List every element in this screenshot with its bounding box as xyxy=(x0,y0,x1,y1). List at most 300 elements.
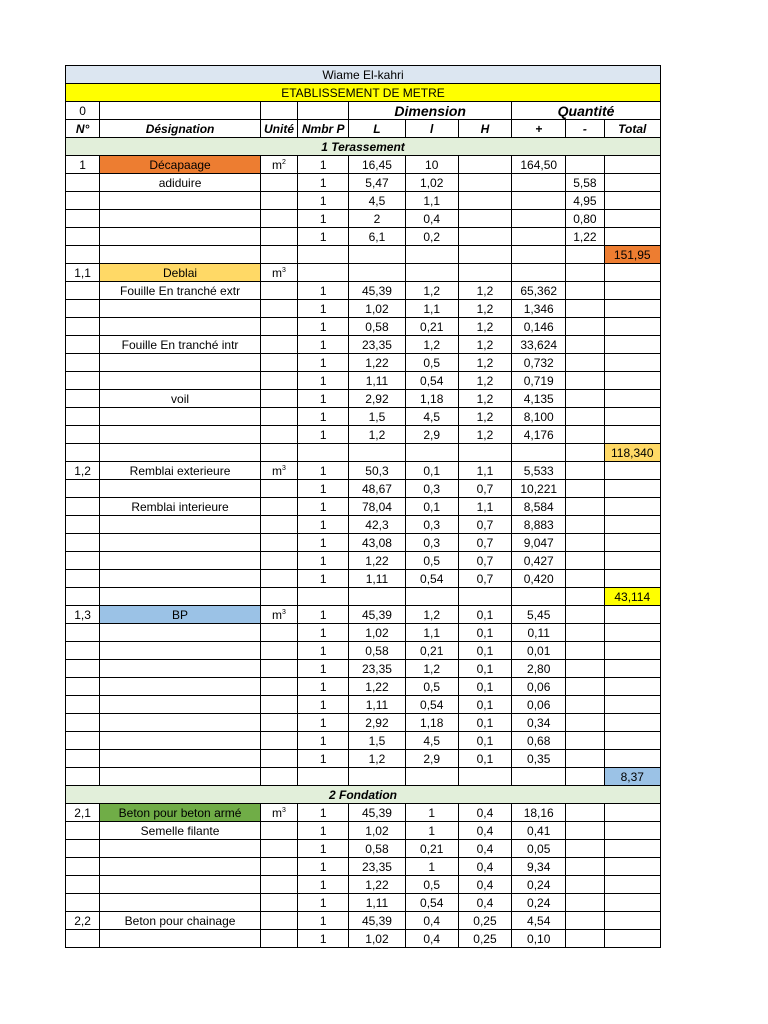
cell-plus[interactable]: 33,624 xyxy=(512,336,566,354)
cell-H[interactable]: 0,1 xyxy=(458,642,511,660)
cell-l[interactable]: 1,02 xyxy=(405,174,458,192)
cell-L[interactable]: 2,92 xyxy=(349,714,405,732)
cell-L[interactable] xyxy=(349,588,405,606)
cell-minus[interactable] xyxy=(566,912,604,930)
cell-l[interactable] xyxy=(405,444,458,462)
cell-unite[interactable] xyxy=(260,264,297,282)
cell-H[interactable]: 0,4 xyxy=(458,822,511,840)
cell-total[interactable] xyxy=(604,606,660,624)
cell-n[interactable] xyxy=(66,588,100,606)
cell-L[interactable] xyxy=(349,444,405,462)
cell-L[interactable]: 50,3 xyxy=(349,462,405,480)
cell-l[interactable]: 0,21 xyxy=(405,642,458,660)
cell-H[interactable]: 0,1 xyxy=(458,714,511,732)
cell-l[interactable]: 1,2 xyxy=(405,282,458,300)
cell-plus[interactable]: 8,883 xyxy=(512,516,566,534)
cell-L[interactable]: 6,1 xyxy=(349,228,405,246)
cell-minus[interactable] xyxy=(566,462,604,480)
cell-H[interactable]: 1,2 xyxy=(458,390,511,408)
cell-n[interactable]: 1 xyxy=(66,156,100,174)
cell-n[interactable] xyxy=(66,894,100,912)
cell-plus[interactable]: 164,50 xyxy=(512,156,566,174)
cell-unite[interactable] xyxy=(260,408,297,426)
cell-total[interactable]: 118,340 xyxy=(604,444,660,462)
cell-plus[interactable]: 1,346 xyxy=(512,300,566,318)
cell-minus[interactable] xyxy=(566,642,604,660)
cell-n[interactable] xyxy=(66,570,100,588)
cell-unite[interactable] xyxy=(260,228,297,246)
cell-H[interactable]: 0,1 xyxy=(458,696,511,714)
cell-total[interactable] xyxy=(604,516,660,534)
cell-H[interactable] xyxy=(458,156,511,174)
cell-unite[interactable] xyxy=(260,246,297,264)
cell-l[interactable]: 0,1 xyxy=(405,462,458,480)
cell-designation[interactable] xyxy=(100,588,261,606)
cell-H[interactable]: 0,1 xyxy=(458,606,511,624)
owner-name[interactable]: Wiame El-kahri xyxy=(66,66,661,84)
cell-n[interactable] xyxy=(66,930,100,948)
cell-plus[interactable]: 18,16 xyxy=(512,804,566,822)
cell-H[interactable]: 1,1 xyxy=(458,462,511,480)
cell-nmbr[interactable]: 1 xyxy=(298,804,349,822)
cell-l[interactable]: 4,5 xyxy=(405,408,458,426)
cell-designation[interactable] xyxy=(100,624,261,642)
cell-total[interactable] xyxy=(604,678,660,696)
cell-l[interactable] xyxy=(405,768,458,786)
cell-l[interactable]: 0,5 xyxy=(405,354,458,372)
cell-plus[interactable]: 0,719 xyxy=(512,372,566,390)
col-header-total[interactable]: Total xyxy=(604,120,660,138)
cell-H[interactable] xyxy=(458,264,511,282)
cell-L[interactable]: 16,45 xyxy=(349,156,405,174)
cell-nmbr[interactable]: 1 xyxy=(298,408,349,426)
cell-minus[interactable] xyxy=(566,732,604,750)
cell-nmbr[interactable]: 1 xyxy=(298,228,349,246)
cell-unite[interactable] xyxy=(260,210,297,228)
cell-total[interactable]: 43,114 xyxy=(604,588,660,606)
cell-total[interactable] xyxy=(604,930,660,948)
cell-designation[interactable] xyxy=(100,516,261,534)
cell-L[interactable]: 45,39 xyxy=(349,912,405,930)
cell-nmbr[interactable]: 1 xyxy=(298,336,349,354)
cell-unite[interactable] xyxy=(260,156,297,174)
cell-L[interactable]: 1,22 xyxy=(349,354,405,372)
cell-total[interactable] xyxy=(604,804,660,822)
cell-unite[interactable] xyxy=(260,696,297,714)
cell-minus[interactable] xyxy=(566,552,604,570)
cell-l[interactable]: 0,54 xyxy=(405,372,458,390)
cell-designation[interactable]: Semelle filante xyxy=(100,822,261,840)
cell-minus[interactable] xyxy=(566,876,604,894)
cell-n[interactable] xyxy=(66,498,100,516)
sheet-title[interactable]: ETABLISSEMENT DE METRE xyxy=(66,84,661,102)
cell-total[interactable] xyxy=(604,894,660,912)
cell-total[interactable] xyxy=(604,390,660,408)
cell-n[interactable] xyxy=(66,642,100,660)
cell-plus[interactable]: 9,34 xyxy=(512,858,566,876)
cell-unite[interactable] xyxy=(260,516,297,534)
cell-H[interactable]: 0,1 xyxy=(458,624,511,642)
cell-minus[interactable] xyxy=(566,750,604,768)
cell-nmbr[interactable]: 1 xyxy=(298,372,349,390)
cell-designation[interactable]: adiduire xyxy=(100,174,261,192)
cell-minus[interactable] xyxy=(566,894,604,912)
cell-l[interactable] xyxy=(405,246,458,264)
cell-l[interactable]: 0,1 xyxy=(405,498,458,516)
cell-l[interactable]: 0,3 xyxy=(405,516,458,534)
cell-minus[interactable]: 5,58 xyxy=(566,174,604,192)
cell-plus[interactable]: 0,420 xyxy=(512,570,566,588)
cell-plus[interactable]: 9,047 xyxy=(512,534,566,552)
cell-minus[interactable] xyxy=(566,264,604,282)
cell-designation[interactable] xyxy=(100,714,261,732)
cell-L[interactable]: 1,22 xyxy=(349,678,405,696)
cell-l[interactable]: 0,2 xyxy=(405,228,458,246)
cell-L[interactable]: 45,39 xyxy=(349,804,405,822)
cell-H[interactable]: 1,2 xyxy=(458,354,511,372)
cell-L[interactable]: 23,35 xyxy=(349,858,405,876)
cell-l[interactable]: 0,54 xyxy=(405,894,458,912)
cell-nmbr[interactable]: 1 xyxy=(298,192,349,210)
cell-plus[interactable]: 8,100 xyxy=(512,408,566,426)
cell-L[interactable] xyxy=(349,246,405,264)
cell-minus[interactable] xyxy=(566,534,604,552)
cell-unite[interactable] xyxy=(260,642,297,660)
cell-plus[interactable]: 10,221 xyxy=(512,480,566,498)
cell-nmbr[interactable]: 1 xyxy=(298,480,349,498)
cell-plus[interactable]: 2,80 xyxy=(512,660,566,678)
cell-designation[interactable] xyxy=(100,930,261,948)
cell-l[interactable]: 0,5 xyxy=(405,876,458,894)
cell-H[interactable]: 1,1 xyxy=(458,498,511,516)
cell-n[interactable] xyxy=(66,534,100,552)
cell-l[interactable]: 0,5 xyxy=(405,552,458,570)
cell-n[interactable] xyxy=(66,624,100,642)
cell-l[interactable]: 1 xyxy=(405,858,458,876)
cell-H[interactable]: 0,4 xyxy=(458,804,511,822)
cell-total[interactable] xyxy=(604,534,660,552)
cell-H[interactable] xyxy=(458,210,511,228)
cell-unite[interactable] xyxy=(260,768,297,786)
cell-l[interactable]: 0,54 xyxy=(405,696,458,714)
cell-nmbr[interactable] xyxy=(298,768,349,786)
cell-plus[interactable]: 0,01 xyxy=(512,642,566,660)
cell-H[interactable] xyxy=(458,246,511,264)
cell-H[interactable]: 0,4 xyxy=(458,876,511,894)
cell-H[interactable]: 1,2 xyxy=(458,372,511,390)
header-empty-cell[interactable] xyxy=(260,102,297,120)
cell-plus[interactable]: 4,135 xyxy=(512,390,566,408)
cell-nmbr[interactable]: 1 xyxy=(298,912,349,930)
cell-nmbr[interactable]: 1 xyxy=(298,300,349,318)
cell-L[interactable]: 1,02 xyxy=(349,300,405,318)
cell-plus[interactable]: 0,05 xyxy=(512,840,566,858)
cell-minus[interactable]: 4,95 xyxy=(566,192,604,210)
cell-total[interactable] xyxy=(604,858,660,876)
cell-total[interactable] xyxy=(604,876,660,894)
cell-n[interactable] xyxy=(66,246,100,264)
cell-L[interactable]: 1,11 xyxy=(349,570,405,588)
cell-designation[interactable] xyxy=(100,300,261,318)
cell-designation[interactable] xyxy=(100,210,261,228)
cell-minus[interactable] xyxy=(566,678,604,696)
cell-plus[interactable] xyxy=(512,588,566,606)
quantite-header[interactable]: Quantité xyxy=(512,102,661,120)
cell-plus[interactable]: 0,24 xyxy=(512,894,566,912)
cell-unite[interactable] xyxy=(260,858,297,876)
cell-nmbr[interactable]: 1 xyxy=(298,534,349,552)
cell-plus[interactable]: 4,54 xyxy=(512,912,566,930)
cell-plus[interactable]: 0,10 xyxy=(512,930,566,948)
cell-nmbr[interactable]: 1 xyxy=(298,498,349,516)
cell-unite[interactable] xyxy=(260,534,297,552)
cell-H[interactable] xyxy=(458,174,511,192)
cell-designation[interactable] xyxy=(100,642,261,660)
cell-plus[interactable] xyxy=(512,264,566,282)
cell-total[interactable] xyxy=(604,210,660,228)
cell-H[interactable]: 0,7 xyxy=(458,552,511,570)
header-empty-cell[interactable] xyxy=(100,102,261,120)
cell-minus[interactable] xyxy=(566,390,604,408)
cell-total[interactable] xyxy=(604,624,660,642)
cell-plus[interactable] xyxy=(512,210,566,228)
cell-n[interactable] xyxy=(66,732,100,750)
cell-l[interactable]: 1 xyxy=(405,822,458,840)
col-header-nmbr[interactable]: Nmbr P xyxy=(298,120,349,138)
cell-L[interactable]: 4,5 xyxy=(349,192,405,210)
cell-l[interactable]: 1 xyxy=(405,804,458,822)
cell-unite[interactable] xyxy=(260,714,297,732)
cell-unite[interactable] xyxy=(260,660,297,678)
cell-l[interactable]: 1,2 xyxy=(405,606,458,624)
cell-n[interactable] xyxy=(66,192,100,210)
cell-plus[interactable] xyxy=(512,246,566,264)
cell-n[interactable] xyxy=(66,480,100,498)
cell-plus[interactable]: 0,06 xyxy=(512,678,566,696)
cell-n[interactable] xyxy=(66,372,100,390)
cell-n[interactable] xyxy=(66,696,100,714)
cell-L[interactable]: 1,5 xyxy=(349,732,405,750)
cell-l[interactable]: 1,1 xyxy=(405,624,458,642)
cell-minus[interactable] xyxy=(566,426,604,444)
cell-n[interactable] xyxy=(66,336,100,354)
cell-total[interactable] xyxy=(604,336,660,354)
cell-n[interactable] xyxy=(66,858,100,876)
cell-designation[interactable] xyxy=(100,750,261,768)
cell-minus[interactable] xyxy=(566,804,604,822)
cell-l[interactable]: 1,1 xyxy=(405,300,458,318)
cell-n[interactable] xyxy=(66,174,100,192)
cell-total[interactable] xyxy=(604,642,660,660)
cell-n[interactable] xyxy=(66,444,100,462)
cell-l[interactable]: 2,9 xyxy=(405,426,458,444)
cell-minus[interactable] xyxy=(566,570,604,588)
cell-unite[interactable] xyxy=(260,498,297,516)
cell-minus[interactable] xyxy=(566,444,604,462)
cell-unite[interactable] xyxy=(260,588,297,606)
cell-total[interactable] xyxy=(604,660,660,678)
cell-minus[interactable] xyxy=(566,660,604,678)
cell-n[interactable] xyxy=(66,660,100,678)
cell-H[interactable]: 1,2 xyxy=(458,300,511,318)
cell-l[interactable]: 0,4 xyxy=(405,210,458,228)
cell-nmbr[interactable]: 1 xyxy=(298,606,349,624)
cell-L[interactable]: 23,35 xyxy=(349,660,405,678)
cell-nmbr[interactable]: 1 xyxy=(298,840,349,858)
cell-minus[interactable] xyxy=(566,516,604,534)
cell-n[interactable] xyxy=(66,516,100,534)
cell-l[interactable]: 0,5 xyxy=(405,678,458,696)
cell-L[interactable]: 45,39 xyxy=(349,282,405,300)
cell-L[interactable]: 45,39 xyxy=(349,606,405,624)
cell-designation[interactable] xyxy=(100,858,261,876)
col-header-l[interactable]: l xyxy=(405,120,458,138)
cell-l[interactable]: 4,5 xyxy=(405,732,458,750)
cell-unite[interactable] xyxy=(260,300,297,318)
cell-minus[interactable] xyxy=(566,858,604,876)
cell-H[interactable]: 0,25 xyxy=(458,912,511,930)
cell-n[interactable]: 2,1 xyxy=(66,804,100,822)
header-empty-cell[interactable] xyxy=(298,102,349,120)
cell-designation[interactable] xyxy=(100,246,261,264)
cell-L[interactable]: 2 xyxy=(349,210,405,228)
cell-total[interactable] xyxy=(604,552,660,570)
dimension-header[interactable]: Dimension xyxy=(349,102,512,120)
cell-designation[interactable] xyxy=(100,480,261,498)
cell-designation[interactable] xyxy=(100,318,261,336)
cell-H[interactable]: 0,4 xyxy=(458,840,511,858)
cell-minus[interactable] xyxy=(566,696,604,714)
cell-nmbr[interactable]: 1 xyxy=(298,390,349,408)
cell-total[interactable] xyxy=(604,480,660,498)
cell-designation[interactable] xyxy=(100,570,261,588)
cell-n[interactable] xyxy=(66,354,100,372)
cell-minus[interactable] xyxy=(566,408,604,426)
cell-H[interactable]: 0,7 xyxy=(458,480,511,498)
cell-nmbr[interactable] xyxy=(298,246,349,264)
cell-H[interactable]: 1,2 xyxy=(458,426,511,444)
cell-unite[interactable] xyxy=(260,480,297,498)
cell-total[interactable] xyxy=(604,912,660,930)
cell-unite[interactable] xyxy=(260,174,297,192)
cell-L[interactable]: 1,11 xyxy=(349,696,405,714)
cell-n[interactable] xyxy=(66,768,100,786)
cell-total[interactable]: 8,37 xyxy=(604,768,660,786)
cell-H[interactable]: 0,7 xyxy=(458,516,511,534)
cell-nmbr[interactable]: 1 xyxy=(298,642,349,660)
cell-L[interactable]: 1,2 xyxy=(349,426,405,444)
cell-unite[interactable] xyxy=(260,552,297,570)
cell-minus[interactable] xyxy=(566,282,604,300)
cell-nmbr[interactable]: 1 xyxy=(298,516,349,534)
cell-minus[interactable] xyxy=(566,840,604,858)
cell-nmbr[interactable]: 1 xyxy=(298,354,349,372)
cell-minus[interactable] xyxy=(566,246,604,264)
cell-l[interactable]: 0,3 xyxy=(405,534,458,552)
cell-designation[interactable] xyxy=(100,372,261,390)
cell-l[interactable]: 2,9 xyxy=(405,750,458,768)
cell-H[interactable]: 0,7 xyxy=(458,534,511,552)
cell-unite[interactable] xyxy=(260,624,297,642)
cell-designation[interactable] xyxy=(100,426,261,444)
cell-H[interactable]: 0,1 xyxy=(458,678,511,696)
cell-minus[interactable] xyxy=(566,714,604,732)
cell-L[interactable]: 1,2 xyxy=(349,750,405,768)
cell-nmbr[interactable]: 1 xyxy=(298,858,349,876)
cell-H[interactable]: 0,4 xyxy=(458,894,511,912)
cell-nmbr[interactable]: 1 xyxy=(298,570,349,588)
cell-total[interactable] xyxy=(604,372,660,390)
cell-designation[interactable]: Beton pour chainage xyxy=(100,912,261,930)
col-header-minus[interactable]: - xyxy=(566,120,604,138)
cell-n[interactable] xyxy=(66,390,100,408)
cell-plus[interactable]: 0,06 xyxy=(512,696,566,714)
cell-n[interactable] xyxy=(66,408,100,426)
cell-total[interactable] xyxy=(604,156,660,174)
cell-n[interactable] xyxy=(66,840,100,858)
cell-H[interactable]: 1,2 xyxy=(458,282,511,300)
cell-minus[interactable] xyxy=(566,822,604,840)
cell-plus[interactable]: 65,362 xyxy=(512,282,566,300)
cell-designation[interactable]: Décapaage xyxy=(100,156,261,174)
cell-nmbr[interactable]: 1 xyxy=(298,156,349,174)
cell-designation[interactable]: Remblai exterieure xyxy=(100,462,261,480)
cell-nmbr[interactable]: 1 xyxy=(298,282,349,300)
cell-l[interactable]: 1,2 xyxy=(405,336,458,354)
cell-unite[interactable] xyxy=(260,678,297,696)
cell-H[interactable] xyxy=(458,588,511,606)
cell-designation[interactable] xyxy=(100,696,261,714)
cell-total[interactable] xyxy=(604,750,660,768)
cell-plus[interactable]: 0,34 xyxy=(512,714,566,732)
cell-nmbr[interactable]: 1 xyxy=(298,678,349,696)
cell-L[interactable]: 1,11 xyxy=(349,372,405,390)
cell-L[interactable]: 1,5 xyxy=(349,408,405,426)
cell-nmbr[interactable] xyxy=(298,264,349,282)
cell-L[interactable]: 1,02 xyxy=(349,930,405,948)
cell-minus[interactable] xyxy=(566,156,604,174)
cell-H[interactable]: 0,4 xyxy=(458,858,511,876)
cell-nmbr[interactable]: 1 xyxy=(298,210,349,228)
cell-H[interactable] xyxy=(458,444,511,462)
cell-designation[interactable]: Deblai xyxy=(100,264,261,282)
cell-l[interactable]: 1,18 xyxy=(405,714,458,732)
col-header-n[interactable]: N° xyxy=(66,120,100,138)
cell-H[interactable]: 0,7 xyxy=(458,570,511,588)
cell-L[interactable]: 0,58 xyxy=(349,318,405,336)
cell-unite[interactable] xyxy=(260,318,297,336)
cell-l[interactable]: 0,4 xyxy=(405,912,458,930)
cell-plus[interactable]: 8,584 xyxy=(512,498,566,516)
cell-total[interactable] xyxy=(604,714,660,732)
cell-nmbr[interactable]: 1 xyxy=(298,894,349,912)
cell-nmbr[interactable]: 1 xyxy=(298,930,349,948)
cell-total[interactable] xyxy=(604,408,660,426)
cell-total[interactable] xyxy=(604,462,660,480)
cell-plus[interactable]: 4,176 xyxy=(512,426,566,444)
cell-l[interactable]: 0,4 xyxy=(405,930,458,948)
cell-L[interactable]: 1,22 xyxy=(349,552,405,570)
cell-unite[interactable] xyxy=(260,930,297,948)
cell-unite[interactable] xyxy=(260,462,297,480)
cell-plus[interactable]: 0,11 xyxy=(512,624,566,642)
cell-L[interactable]: 0,58 xyxy=(349,840,405,858)
cell-designation[interactable] xyxy=(100,768,261,786)
cell-L[interactable]: 78,04 xyxy=(349,498,405,516)
cell-total[interactable] xyxy=(604,498,660,516)
cell-L[interactable]: 43,08 xyxy=(349,534,405,552)
col-header-H[interactable]: H xyxy=(458,120,511,138)
